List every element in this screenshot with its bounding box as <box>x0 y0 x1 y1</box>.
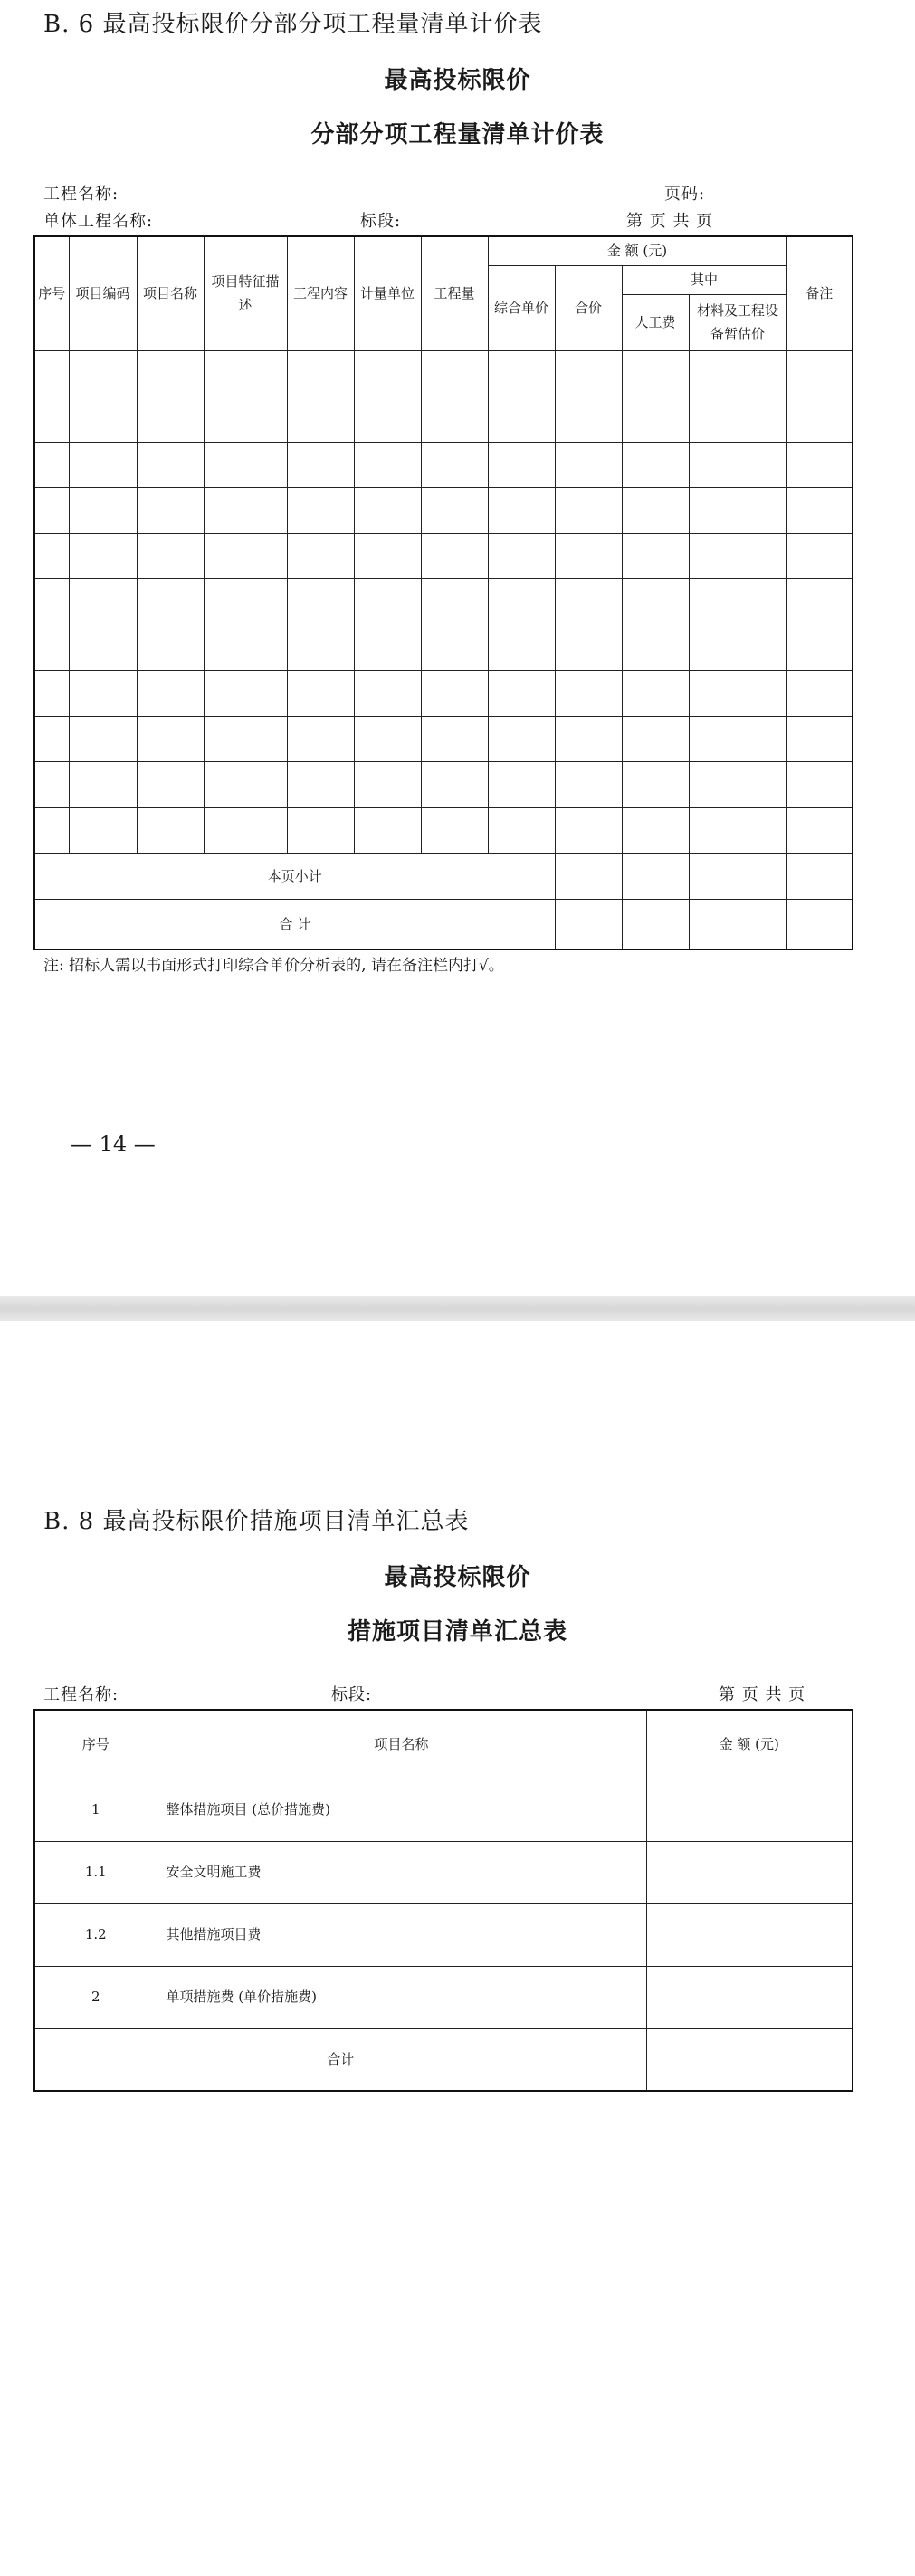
table-row <box>34 579 853 625</box>
bid-section-label: 标段: <box>360 212 402 231</box>
header-quantity: 工程量 <box>421 236 488 350</box>
subtotal-row <box>34 854 853 900</box>
header-name: 项目名称 <box>137 236 204 350</box>
header-seq: 序号 <box>34 236 69 350</box>
measures-summary-table <box>33 1709 853 2092</box>
table-row <box>34 350 853 396</box>
row-name: 其他措施项目费 <box>157 1903 646 1966</box>
header-code: 项目编码 <box>69 236 137 350</box>
subtotal-label: 本页小计 <box>34 854 555 900</box>
header-material: 材料及工程设备暂估价 <box>689 294 786 350</box>
table-row <box>34 1841 853 1903</box>
header-total: 合价 <box>555 265 622 350</box>
total-row <box>34 899 853 949</box>
main-title-2: 最高投标限价 <box>384 1564 531 1591</box>
table-row <box>34 1779 853 1841</box>
project-name-label-2: 工程名称: <box>43 1685 119 1704</box>
table-row <box>34 488 853 534</box>
main-title: 最高投标限价 <box>384 67 531 94</box>
table-row <box>34 1966 853 2028</box>
item-price-table <box>33 235 853 950</box>
row-seq: 2 <box>34 1966 157 2028</box>
section-title-2: B. 8 最高投标限价措施项目清单汇总表 <box>43 1508 470 1535</box>
header-unit: 计量单位 <box>354 236 421 350</box>
table-row <box>34 533 853 579</box>
header-seq-2: 序号 <box>34 1710 157 1779</box>
table-title: 分部分项工程量清单计价表 <box>310 121 605 148</box>
table-row <box>34 1903 853 1966</box>
header-remark: 备注 <box>786 236 853 350</box>
document-page-2 <box>0 1321 915 2576</box>
table-row <box>34 716 853 762</box>
header-feature: 项目特征描述 <box>204 236 287 350</box>
row-seq: 1 <box>34 1779 157 1841</box>
row-name: 整体措施项目 (总价措施费) <box>157 1779 646 1841</box>
row-name: 安全文明施工费 <box>157 1841 646 1903</box>
table-note: 注: 招标人需以书面形式打印综合单价分析表的, 请在备注栏内打√。 <box>43 957 504 975</box>
row-seq: 1.2 <box>34 1903 157 1966</box>
table-row <box>34 625 853 671</box>
page-separator <box>0 1296 915 1321</box>
row-seq: 1.1 <box>34 1841 157 1903</box>
header-content: 工程内容 <box>287 236 354 350</box>
header-among: 其中 <box>622 265 786 294</box>
table-row <box>34 442 853 488</box>
table-row <box>34 807 853 854</box>
page-number: — 14 — <box>71 1131 156 1157</box>
project-name-label: 工程名称: <box>43 185 119 204</box>
page-count-2: 第 页 共 页 <box>719 1685 806 1704</box>
page-count: 第 页 共 页 <box>626 212 714 231</box>
page-code-label: 页码: <box>664 185 706 204</box>
row-name: 单项措施费 (单价措施费) <box>157 1966 646 2028</box>
header-amount: 金 额 (元) <box>488 236 786 265</box>
table-row <box>34 671 853 717</box>
header-item-name: 项目名称 <box>157 1710 646 1779</box>
unit-project-label: 单体工程名称: <box>43 212 154 231</box>
bid-section-label-2: 标段: <box>331 1685 373 1704</box>
table-title-2: 措施项目清单汇总表 <box>347 1618 567 1646</box>
header-amount-2: 金 额 (元) <box>646 1710 853 1779</box>
table-row <box>34 396 853 443</box>
table-row <box>34 762 853 808</box>
total-label: 合计 <box>34 2028 646 2091</box>
section-title: B. 6 最高投标限价分部分项工程量清单计价表 <box>43 11 543 38</box>
grand-total-label: 合 计 <box>34 899 555 949</box>
header-unit-price: 综合单价 <box>488 265 555 350</box>
header-labor: 人工费 <box>622 294 689 350</box>
total-row <box>34 2028 853 2091</box>
